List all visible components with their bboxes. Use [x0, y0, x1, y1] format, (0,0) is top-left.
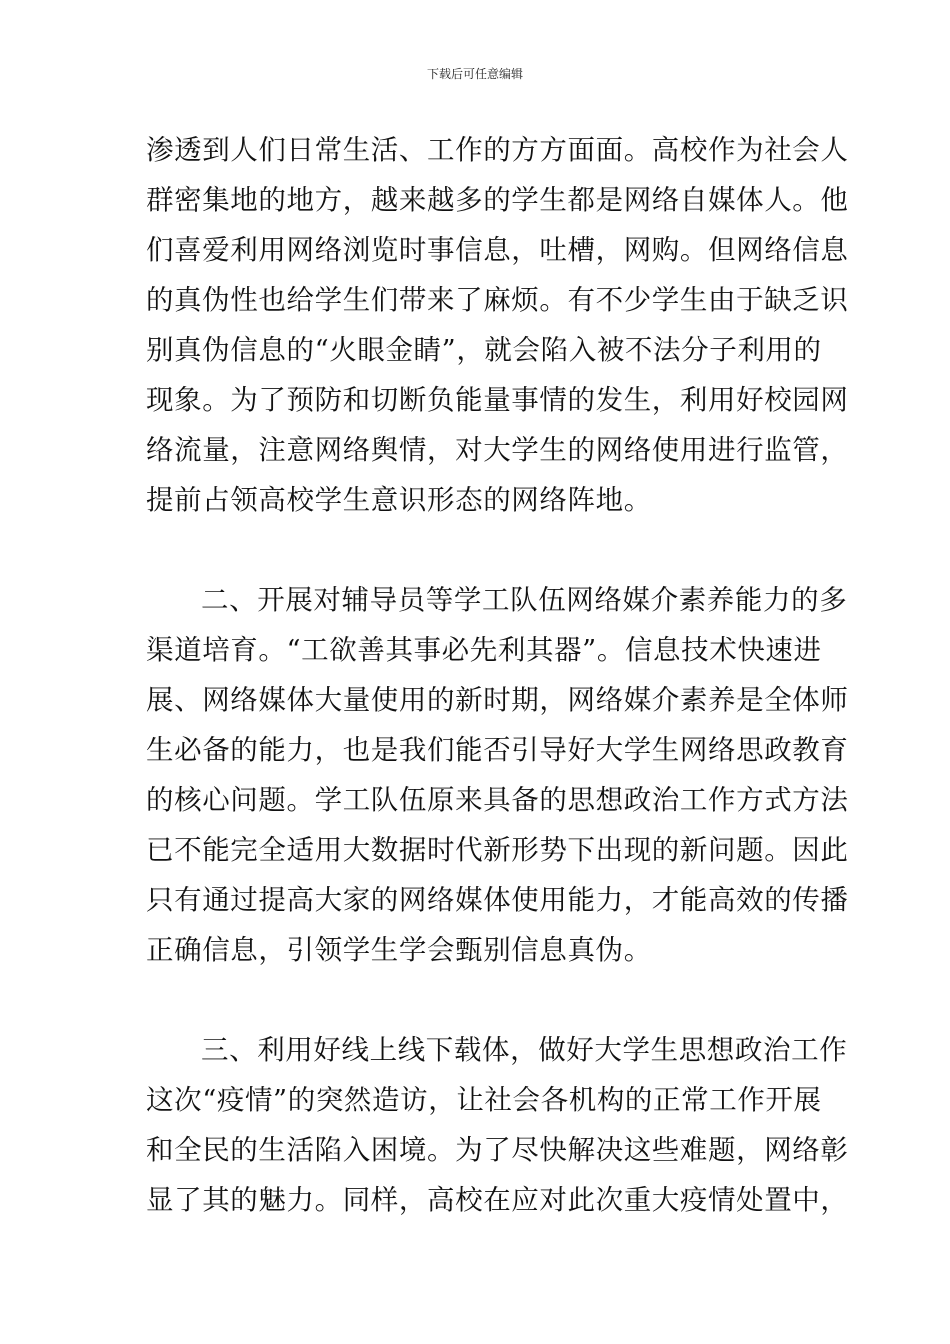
text-line: 二、开展对辅导员等学工队伍网络媒介素养能力的多 [201, 584, 848, 616]
text-line: 的核心问题。学工队伍原来具备的思想政治工作方式方法 [146, 784, 849, 816]
text-line: 提前占领高校学生意识形态的网络阵地。 [146, 484, 652, 516]
text-line: 和全民的生活陷入困境。为了尽快解决这些难题，网络彰 [146, 1134, 849, 1166]
text-line: 只有通过提高大家的网络媒体使用能力，才能高效的传播 [146, 884, 849, 916]
text-line: 三、利用好线上线下载体，做好大学生思想政治工作 [201, 1034, 848, 1066]
text-line: 显了其的魅力。同样，高校在应对此次重大疫情处置中， [146, 1184, 849, 1216]
paragraph-spacer [146, 525, 806, 575]
paragraph-1 [146, 125, 849, 525]
text-line: 别真伪信息的“火眼金睛”，就会陷入被不法分子利用的 [146, 334, 822, 366]
document-body [146, 125, 849, 1225]
paragraph-spacer [146, 975, 806, 1025]
text-line: 群密集地的地方，越来越多的学生都是网络自媒体人。他 [146, 184, 849, 216]
text-line: 已不能完全适用大数据时代新形势下出现的新问题。因此 [146, 834, 849, 866]
text-line: 们喜爱利用网络浏览时事信息，吐槽，网购。但网络信息 [146, 234, 849, 266]
text-line: 这次“疫情”的突然造访，让社会各机构的正常工作开展 [146, 1084, 822, 1116]
text-line: 生必备的能力，也是我们能否引导好大学生网络思政教育 [146, 734, 849, 766]
text-line: 的真伪性也给学生们带来了麻烦。有不少学生由于缺乏识 [146, 284, 849, 316]
paragraph-3 [146, 1025, 849, 1225]
text-line: 展、网络媒体大量使用的新时期，网络媒介素养是全体师 [146, 684, 849, 716]
paragraph-2 [146, 575, 849, 975]
text-line: 渠道培育。“工欲善其事必先利其器”。信息技术快速进 [146, 634, 822, 666]
text-line: 渗透到人们日常生活、工作的方方面面。高校作为社会人 [146, 134, 849, 166]
page-header: 下载后可任意编辑 [426, 67, 523, 81]
text-line: 正确信息，引领学生学会甄别信息真伪。 [146, 934, 652, 966]
text-line: 现象。为了预防和切断负能量事情的发生，利用好校园网 [146, 384, 849, 416]
text-line: 络流量，注意网络舆情，对大学生的网络使用进行监管， [146, 434, 849, 466]
